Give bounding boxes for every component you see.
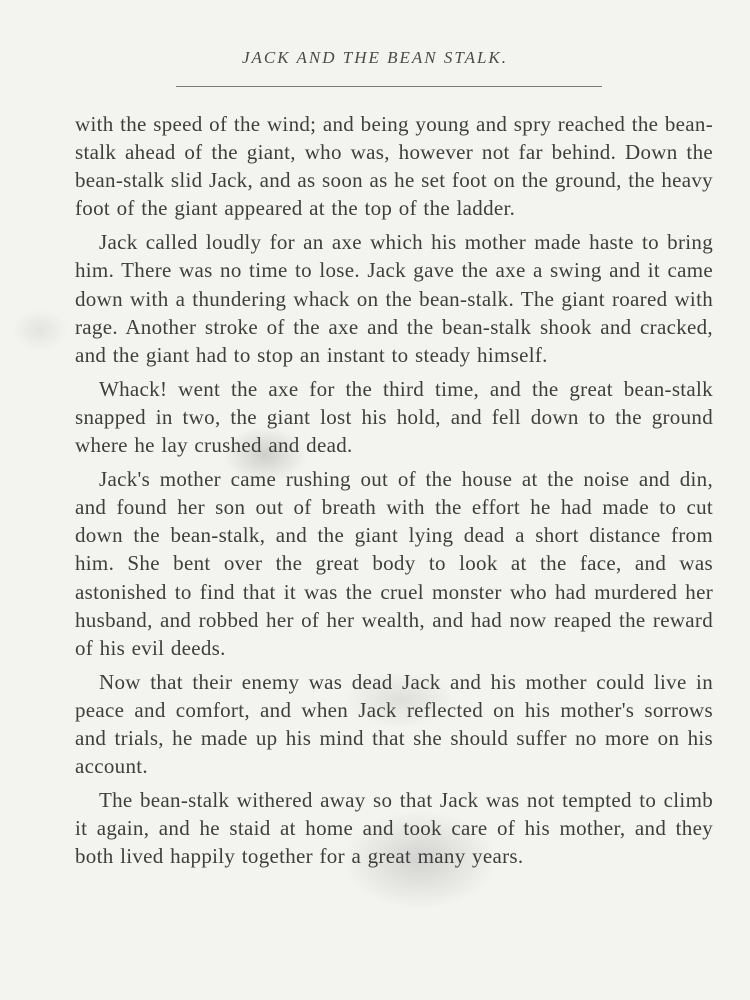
paragraph-4: Jack's mother came rushing out of the house at the noise and din, and found her son out of breath with the effort he had made to cut down the bean-stalk, and the giant lying dead a short distance from him. She bent over the great body to look at the face, and was astonished to find that it was the cruel monster who had murdered her husband, and robbed her of her wealth, and had now reaped the reward of his evil deeds.: [75, 467, 713, 660]
paragraph-1: with the speed of the wind; and being young and spry reached the bean-stalk ahead of the giant, who was, however not far behind. Down the bean-stalk slid Jack, and as soon as he set foot on the ground, the heavy foot of the giant appeared at the top of the ladder.: [75, 112, 713, 221]
story-body: [75, 110, 713, 876]
paragraph-5: Now that their enemy was dead Jack and his mother could live in peace and comfort, and when Jack reflected on his mother's sorrows and trials, he made up his mind that she should suffer no more on his account.: [75, 669, 713, 779]
running-head: JACK AND THE BEAN STALK.: [241, 48, 509, 67]
paragraph-6: The bean-stalk withered away so that Jack was not tempted to climb it again, and he staid at home and took care of his mother, and they both lived happily together for a great many years.: [75, 788, 713, 869]
header-rule: [176, 86, 602, 87]
paragraph-3: Whack! went the axe for the third time, and the great bean-stalk snapped in two, the giant lost his hold, and fell down to the ground where he lay crushed and dead.: [75, 376, 713, 458]
paragraph-2: Jack called loudly for an axe which his mother made haste to bring him. There was no time to lose. Jack gave the axe a swing and it came down with a thundering whack on the bean-stalk. The giant roared with rage. Another stroke of the axe and the bean-stalk shook and cracked, and the giant had to stop an instant to steady himself.: [75, 230, 713, 367]
